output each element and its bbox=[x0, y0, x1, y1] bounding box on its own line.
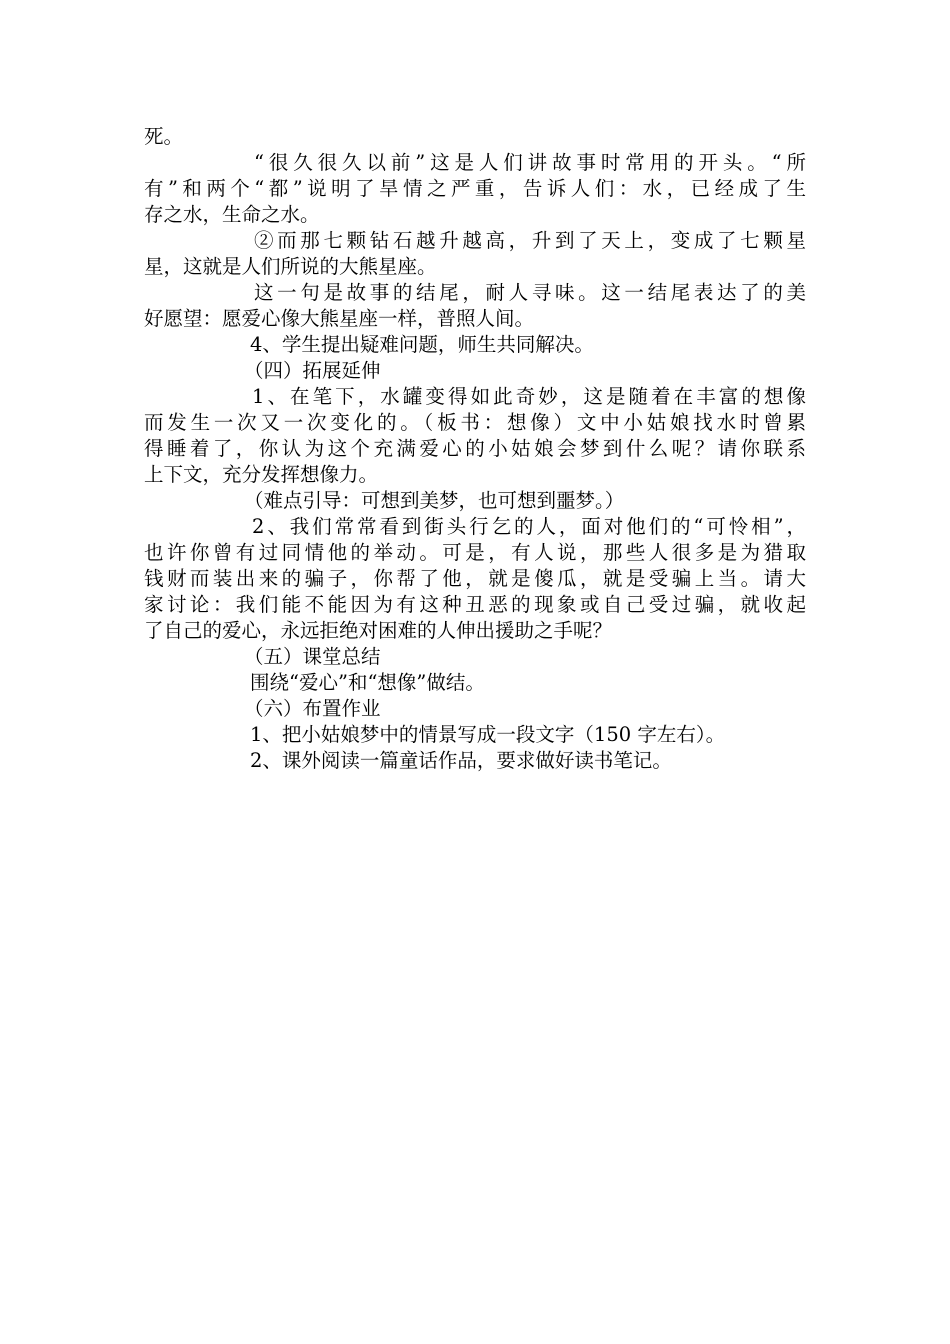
text-line: 家讨论：我们能不能因为有这种丑恶的现象或自己受过骗，就收起 bbox=[144, 593, 806, 616]
document-body bbox=[144, 124, 806, 774]
text-line: 2、课外阅读一篇童话作品，要求做好读书笔记。 bbox=[250, 749, 672, 772]
text-line: 钱财而装出来的骗子，你帮了他，就是傻瓜，就是受骗上当。请大 bbox=[144, 567, 806, 590]
text-line: 有”和两个“都”说明了旱情之严重，告诉人们：水，已经成了生 bbox=[144, 177, 806, 200]
text-line: 围绕“爱心”和“想像”做结。 bbox=[250, 671, 485, 694]
text-line: 了自己的爱心，永远拒绝对困难的人伸出援助之手呢？ bbox=[144, 619, 613, 642]
text-line: 上下文，充分发挥想像力。 bbox=[144, 463, 379, 486]
section-heading: （五）课堂总结 bbox=[244, 645, 381, 668]
section-heading: （六）布置作业 bbox=[244, 697, 381, 720]
text-line: 得睡着了，你认为这个充满爱心的小姑娘会梦到什么呢？请你联系 bbox=[144, 437, 806, 460]
text-line: 也许你曾有过同情他的举动。可是，有人说，那些人很多是为猎取 bbox=[144, 541, 806, 564]
text-line: ②而那七颗钻石越升越高，升到了天上，变成了七颗星 bbox=[254, 229, 806, 252]
text-line: “很久很久以前”这是人们讲故事时常用的开头。“所 bbox=[254, 151, 806, 174]
section-heading: （四）拓展延伸 bbox=[244, 359, 381, 382]
text-line: （难点引导：可想到美梦，也可想到噩梦。） bbox=[244, 489, 625, 512]
text-line: 1、在笔下，水罐变得如此奇妙，这是随着在丰富的想像 bbox=[252, 385, 806, 408]
text-line: 死。 bbox=[144, 125, 184, 148]
text-line: 存之水，生命之水。 bbox=[144, 203, 320, 226]
text-line: 1、把小姑娘梦中的情景写成一段文字（150 字左右）。 bbox=[250, 723, 726, 746]
text-line: 好愿望：愿爱心像大熊星座一样，普照人间。 bbox=[144, 307, 535, 330]
text-line: 4、学生提出疑难问题，师生共同解决。 bbox=[250, 333, 594, 356]
text-line: 这一句是故事的结尾，耐人寻味。这一结尾表达了的美 bbox=[254, 281, 806, 304]
text-line: 2、我们常常看到街头行乞的人，面对他们的“可怜相”， bbox=[252, 515, 806, 538]
text-line: 而发生一次又一次变化的。（板书：想像）文中小姑娘找水时曾累 bbox=[144, 411, 806, 434]
text-line: 星，这就是人们所说的大熊星座。 bbox=[144, 255, 437, 278]
